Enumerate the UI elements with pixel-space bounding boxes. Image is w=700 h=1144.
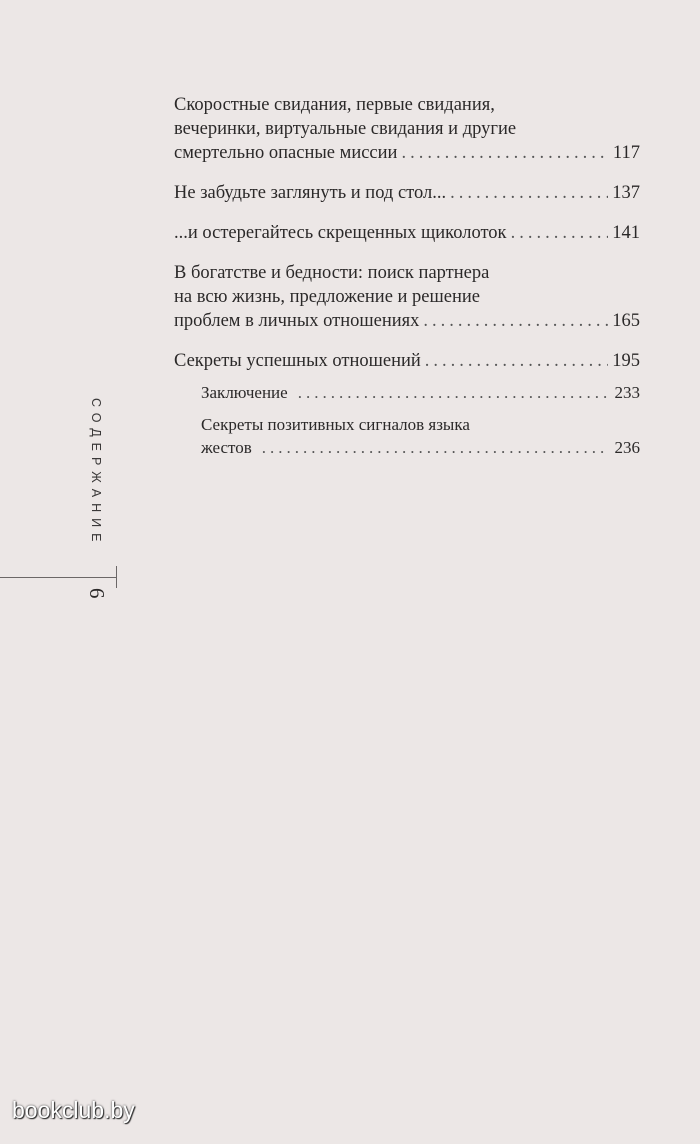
page-number: 6 bbox=[85, 588, 109, 599]
toc-entry-line: на всю жизнь, предложение и решение bbox=[174, 287, 480, 307]
running-head-rule bbox=[0, 577, 116, 578]
toc-page-number: 141 bbox=[612, 223, 640, 243]
toc-entry bbox=[174, 93, 640, 165]
dot-leader bbox=[298, 381, 607, 404]
toc-entry-line: В богатстве и бедности: поиск партнера bbox=[174, 263, 490, 283]
toc-page-number: 117 bbox=[612, 143, 640, 163]
running-head-divider bbox=[116, 566, 117, 588]
toc-page-number: 233 bbox=[614, 383, 640, 402]
toc-sub-entry bbox=[201, 381, 640, 404]
toc-entry-text: смертельно опасные миссии bbox=[174, 143, 398, 163]
toc-entry-text: ...и остерегайтесь скрещенных щиколоток bbox=[174, 223, 507, 243]
dot-leader bbox=[450, 181, 608, 205]
dot-leader bbox=[401, 141, 608, 165]
toc-page-number: 236 bbox=[614, 438, 640, 457]
dot-leader bbox=[262, 436, 607, 459]
toc-entry-last-line bbox=[201, 381, 640, 404]
table-of-contents bbox=[174, 93, 640, 468]
toc-entry-last-line bbox=[174, 181, 640, 205]
toc-entry bbox=[174, 261, 640, 333]
toc-entry-line: Скоростные свидания, первые свидания, bbox=[174, 95, 495, 115]
toc-entry-last-line bbox=[174, 221, 640, 245]
toc-entry bbox=[174, 181, 640, 205]
toc-page-number: 137 bbox=[612, 183, 640, 203]
toc-sub-entry bbox=[201, 413, 640, 459]
dot-leader bbox=[511, 221, 609, 245]
dot-leader bbox=[425, 349, 608, 373]
toc-entry-text: проблем в личных отношениях bbox=[174, 311, 420, 331]
toc-entry-text: жестов bbox=[201, 438, 252, 457]
toc-entry-last-line bbox=[174, 309, 640, 333]
toc-page-number: 195 bbox=[612, 351, 640, 371]
toc-entry-last-line bbox=[174, 141, 640, 165]
toc-entry-last-line bbox=[174, 349, 640, 373]
toc-entry-line: вечеринки, виртуальные свидания и другие bbox=[174, 119, 517, 139]
watermark: bookclub.by bbox=[12, 1097, 135, 1123]
running-head-title: СОДЕРЖАНИЕ bbox=[89, 398, 103, 548]
dot-leader bbox=[423, 309, 608, 333]
toc-entry-text: Заключение bbox=[201, 383, 288, 402]
toc-entry-last-line bbox=[201, 436, 640, 459]
toc-entry-text: Не забудьте заглянуть и под стол... bbox=[174, 183, 447, 203]
toc-entry-line: Секреты позитивных сигналов языка bbox=[201, 415, 470, 434]
toc-entry bbox=[174, 221, 640, 245]
toc-entry-text: Секреты успешных отношений bbox=[174, 351, 421, 371]
toc-entry bbox=[174, 349, 640, 373]
toc-page-number: 165 bbox=[612, 311, 640, 331]
running-head bbox=[0, 378, 120, 608]
